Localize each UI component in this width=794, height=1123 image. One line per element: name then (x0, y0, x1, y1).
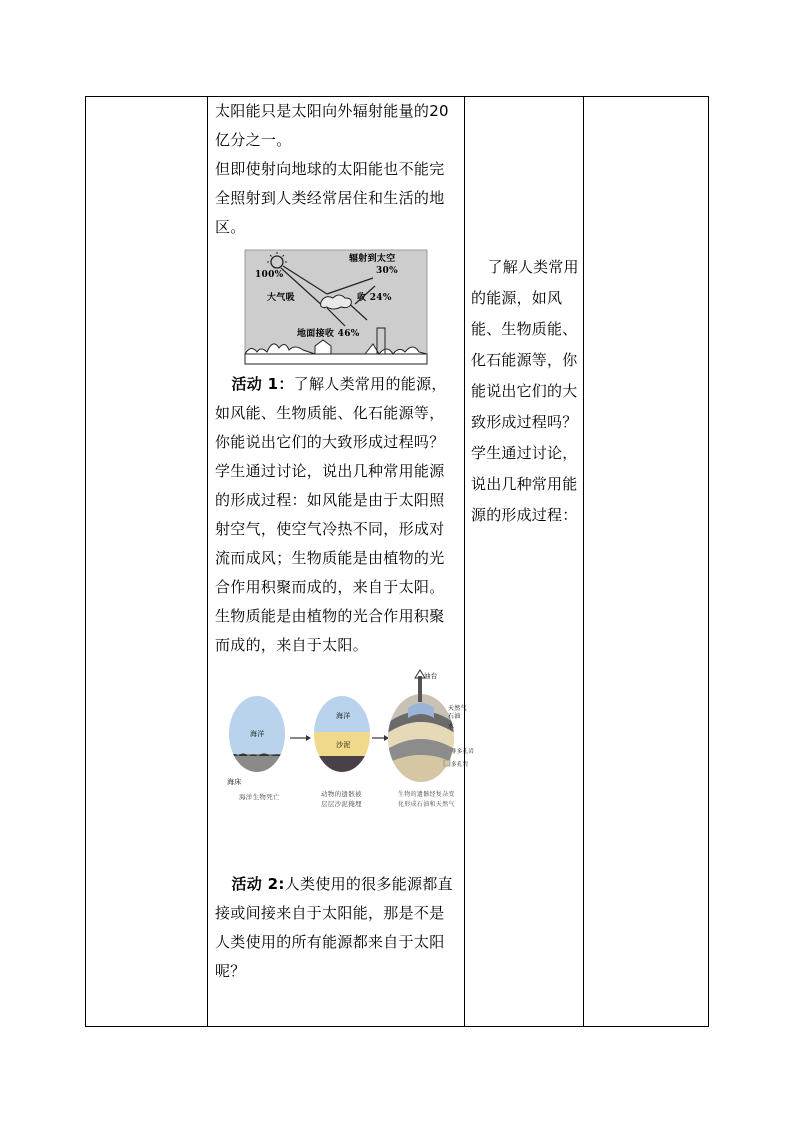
notes-cell (584, 97, 709, 1027)
content-cell (208, 97, 475, 1027)
rig-label: 油台 (424, 672, 438, 680)
ocean-label-2: 海洋 (336, 712, 351, 720)
activity-2-text: 人类使用的很多能源都直接或间接来自于太阳能，那是不是人类使用的所有能源都来自于太阳呢？ (215, 875, 453, 980)
paragraph-discussion: 学生通过讨论，说出几种常用能源的形成过程：如风能是由于太阳照射空气，使空气冷热不同，形成对流而成风；生物质能是由植物的光合作用积聚而成的，来自于太阳。生物质能是由植物的光合作用积聚而成的，来自于太阳。 (215, 462, 445, 654)
caption-3b: 化形成石油和天然气 (398, 801, 455, 808)
ocean-label-1: 海洋 (250, 730, 265, 738)
label-ground: 地面接收 46% (297, 329, 360, 339)
sand-label: 沙泥 (336, 741, 351, 749)
caption-1: 海洋生物死亡 (239, 793, 280, 801)
seabed-label: 海床 (227, 778, 242, 786)
gas-label: 天然气 (448, 705, 467, 712)
oil-label: 石油 (448, 713, 461, 720)
label-atm-left: 大气吸 (267, 293, 295, 303)
activity-1-label: 活动 1： (231, 375, 294, 393)
label-100: 100% (255, 270, 284, 280)
legend-2: 多孔岩 (451, 762, 469, 768)
activity-2-paragraph (215, 870, 458, 986)
water-label: 水 (448, 723, 455, 730)
arrow-right-icon (290, 735, 311, 741)
student-activity-line-2: 学生通过讨论，说出几种常用能源的形成过程： (471, 444, 578, 524)
caption-2a: 动物的遗骸被 (321, 790, 362, 798)
activity-1-paragraph (215, 370, 458, 457)
label-atm-right: 收 24% (357, 293, 392, 303)
student-activity-cell (465, 97, 584, 1027)
legend-1: 非多孔岩 (451, 749, 475, 755)
student-activity-line-1: 了解人类常用的能源，如风能、生物质能、化石能源等，你能说出它们的大致形成过程吗？ (471, 258, 579, 431)
label-space: 辐射到太空 (349, 254, 396, 264)
solar-radiation-figure (245, 250, 427, 364)
activity-1-text: 了解人类常用的能源，如风能、生物质能、化石能源等，你能说出它们的大致形成过程吗？ (215, 375, 447, 451)
paragraph-solar-distribution: 但即使射向地球的太阳能也不能完全照射到人类经常居住和生活的地区。 (215, 160, 445, 236)
arrow-right-icon (372, 735, 389, 741)
caption-2b: 层层沙泥掩埋 (321, 800, 362, 808)
paragraph-solar-fraction: 太阳能只是太阳向外辐射能量的20亿分之一。 (215, 102, 449, 149)
caption-3a: 生物的遗骸经复杂变 (398, 791, 455, 798)
empty-column-cell (86, 97, 208, 1027)
label-30: 30% (376, 266, 398, 276)
activity-2-label: 活动 2: (231, 875, 285, 893)
lesson-table (85, 96, 709, 1027)
fossil-fuel-formation-figure (218, 668, 475, 826)
